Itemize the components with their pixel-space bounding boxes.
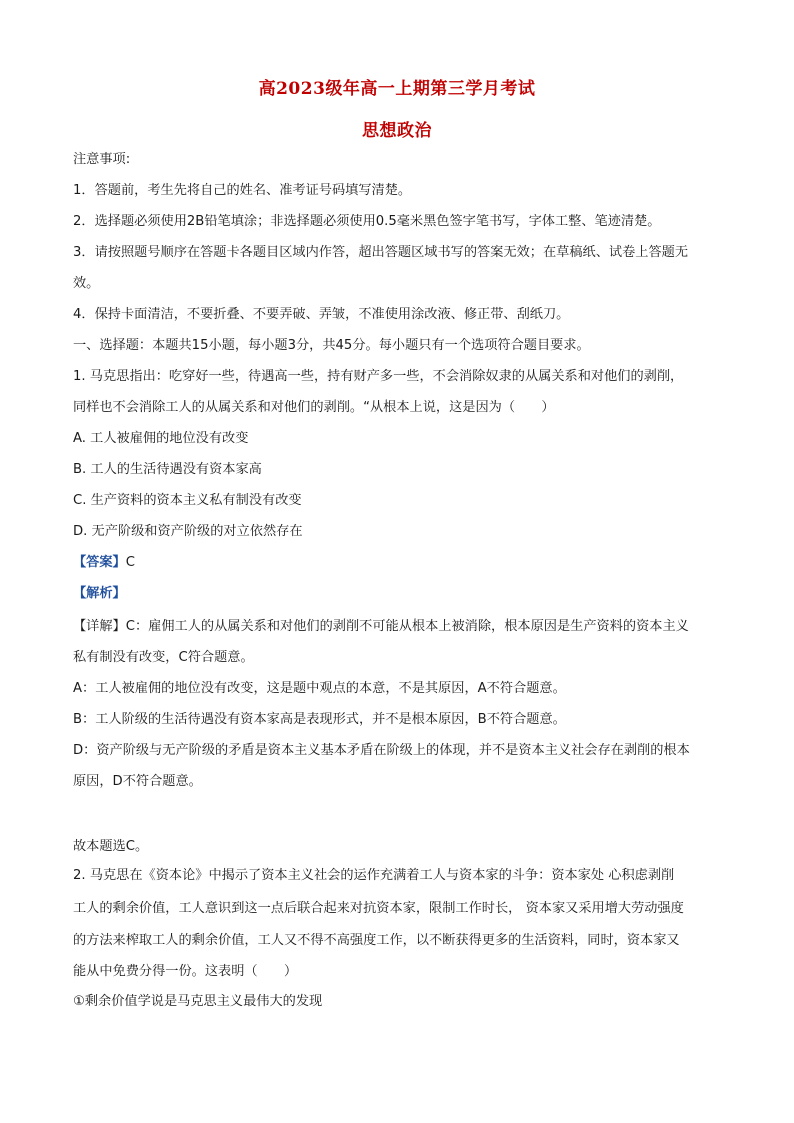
- q2-stem-line-2: 工人的剩余价值，工人意识到这一点后联合起来对抗资本家，限制工作时长， 资本家又采用增大劳动强度: [73, 901, 684, 916]
- notice-heading: 注意事项:: [73, 152, 131, 167]
- q1-option-d: D. 无产阶级和资产阶级的对立依然存在: [73, 524, 303, 539]
- notice-item-3-cont: 效。: [73, 276, 100, 291]
- q1-answer: [73, 553, 734, 573]
- section-heading: 一、选择题：本题共15小题，每小题3分，共45分。每小题只有一个选项符合题目要求。: [73, 338, 590, 353]
- notice-item-3: 3．请按照题号顺序在答题卡各题目区域内作答，超出答题区域书写的答案无效；在草稿纸、试卷上答题无: [73, 245, 689, 260]
- q1-explain-b: B：工人阶级的生活待遇没有资本家高是表现形式，并不是根本原因，B不符合题意。: [73, 712, 566, 727]
- q1-conclusion: 故本题选C。: [73, 839, 149, 854]
- q1-option-b: B. 工人的生活待遇没有资本家高: [73, 462, 262, 477]
- q1-stem-line-2: 同样也不会消除工人的从属关系和对他们的剥削。“从根本上说，这是因为（ ）: [73, 400, 555, 415]
- q1-detail-line-2: 私有制没有改变，C符合题意。: [73, 650, 254, 665]
- q1-explain-d-cont: 原因，D不符合题意。: [73, 774, 202, 789]
- notice-item-4: 4．保持卡面清洁，不要折叠、不要弄破、弄皱，不准使用涂改液、修正带、刮纸刀。: [73, 307, 570, 322]
- answer-value: C: [125, 555, 135, 570]
- notice-item-1: 1．答题前，考生先将自己的姓名、准考证号码填写清楚。: [73, 183, 412, 198]
- q1-option-c: C. 生产资料的资本主义私有制没有改变: [73, 493, 302, 508]
- q1-explain-d: D：资产阶级与无产阶级的矛盾是资本主义基本矛盾在阶级上的体现，并不是资本主义社会存在剥削的根本: [73, 743, 690, 758]
- q1-detail-line-1: [73, 617, 734, 637]
- q2-option-1: ①剩余价值学说是马克思主义最伟大的发现: [73, 994, 323, 1009]
- detail-text-1: C：雇佣工人的从属关系和对他们的剥削不可能从根本上被消除，根本原因是生产资料的资本主义: [125, 619, 689, 634]
- q2-stem-line-3: 的方法来榨取工人的剩余价值，工人又不得不高强度工作，以不断获得更多的生活资料，同时，资本家又: [73, 933, 680, 948]
- q1-stem-line-1: 1. 马克思指出：吃穿好一些，待遇高一些，持有财产多一些，不会消除奴隶的从属关系和对他们的剥削，: [73, 369, 684, 384]
- q2-stem-line-4: 能从中免费分得一份。这表明（ ）: [73, 964, 298, 979]
- answer-tag: 【答案】: [73, 555, 126, 570]
- q1-explain-a: A：工人被雇佣的地位没有改变，这是题中观点的本意，不是其原因，A不符合题意。: [73, 681, 566, 696]
- analysis-tag: 【解析】: [73, 586, 126, 601]
- q2-stem-line-1: 2. 马克思在《资本论》中揭示了资本主义社会的运作充满着工人与资本家的斗争：资本家处 心积虑剥削: [73, 868, 675, 883]
- detail-tag: 【详解】: [73, 619, 126, 634]
- q1-option-a: A. 工人被雇佣的地位没有改变: [73, 431, 249, 446]
- exam-title: 高2023级年高一上期第三学月考试: [258, 79, 536, 99]
- notice-item-2: 2．选择题必须使用2B铅笔填涂；非选择题必须使用0.5毫米黑色签字笔书写，字体工整、笔迹清楚。: [73, 214, 661, 229]
- q1-analysis: [73, 584, 734, 604]
- exam-subject: 思想政治: [362, 121, 432, 141]
